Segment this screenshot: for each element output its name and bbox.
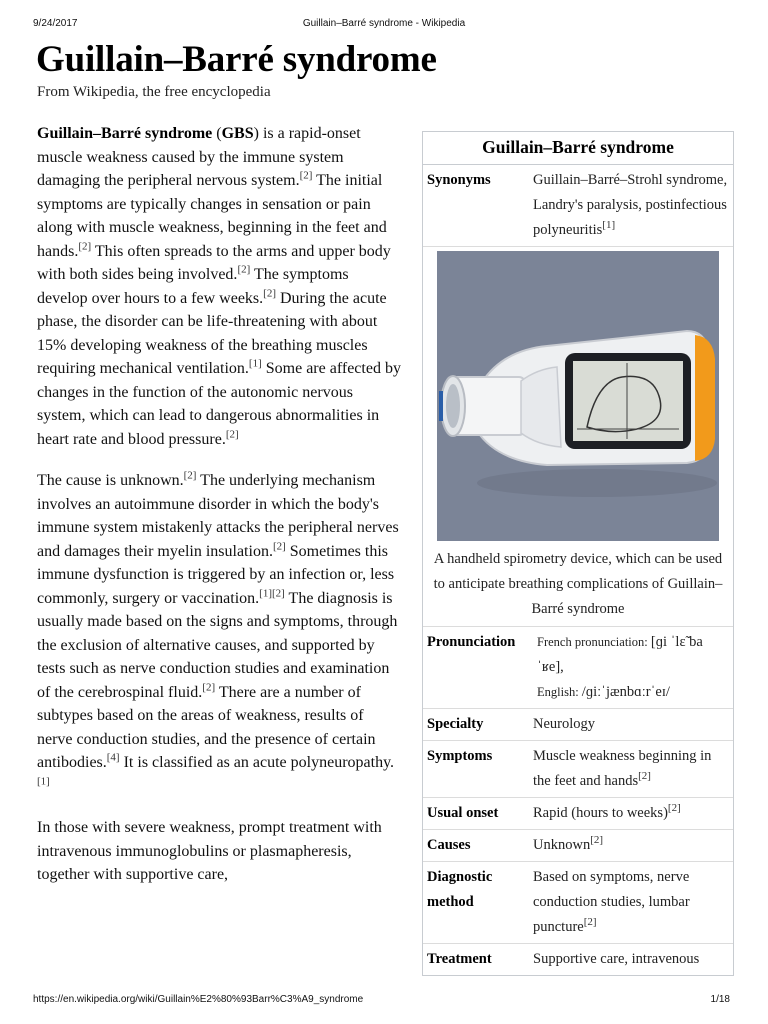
- image-caption: A handheld spirometry device, which can be used to anticipate breathing complications of Guillain–Barré syndrome: [423, 545, 733, 627]
- citation-link[interactable]: [1]: [602, 219, 616, 232]
- print-page-number: 1/18: [710, 994, 730, 1005]
- infobox-row-symptoms: [423, 741, 733, 798]
- infobox: [422, 131, 734, 976]
- term-bold: Guillain–Barré syndrome: [37, 125, 213, 142]
- citation-link[interactable]: [2]: [183, 469, 197, 482]
- symptoms-text: Muscle weakness beginning in the feet and hands: [533, 748, 712, 789]
- article-body: [37, 122, 403, 905]
- infobox-value: [527, 862, 733, 943]
- diagnostic-text: Based on symptoms, nerve conduction studies, lumbar puncture: [533, 869, 690, 935]
- infobox-label: Usual onset: [427, 805, 499, 821]
- citation-link[interactable]: [2]: [638, 770, 651, 783]
- text-span: It is classified as an acute polyneuropathy.: [119, 754, 395, 771]
- infobox-row-causes: [423, 830, 733, 862]
- text-span: There are a number of subtypes based on the areas of weakness, results of nerve conduction studies, and the presence of certain antibodies.: [37, 683, 376, 771]
- synonyms-text: Guillain–Barré–Strohl syndrome, Landry's paralysis, postinfectious polyneuritis: [533, 172, 728, 238]
- citation-link[interactable]: [2]: [78, 240, 92, 253]
- text-span: Sometimes this immune dysfunction is triggered by an infection or, less commonly, surgery or vaccination.: [37, 542, 395, 607]
- infobox-label: Synonyms: [427, 172, 491, 188]
- infobox-value: [527, 830, 733, 861]
- print-date: 9/24/2017: [33, 18, 78, 29]
- pron-en: /ɡiːˈjænbɑːrˈeɪ/: [581, 684, 670, 700]
- citation-link[interactable]: [2]: [667, 802, 681, 815]
- infobox-row-onset: [423, 798, 733, 830]
- citation-link[interactable]: [2]: [263, 287, 276, 300]
- infobox-row-pronunciation: [423, 627, 733, 709]
- article-title: Guillain–Barré syndrome: [36, 39, 437, 80]
- infobox-label: Treatment: [427, 951, 492, 967]
- abbr-bold: GBS: [221, 125, 254, 142]
- text-span: The underlying mechanism involves an autoimmune disorder in which the body's immune system mistakenly attacks the peripheral nerves and damages their myelin insulation.: [37, 472, 399, 560]
- infobox-row-specialty: [423, 709, 733, 741]
- infobox-label: Specialty: [427, 716, 484, 732]
- infobox-row-treatment: [423, 944, 733, 975]
- infobox-label: Symptoms: [427, 748, 493, 764]
- infobox-title: Guillain–Barré syndrome: [423, 132, 733, 165]
- text-span: is a rapid-onset muscle weakness caused by the immune system damaging the peripheral nervous system.: [37, 125, 361, 189]
- citation-link[interactable]: [1]: [248, 357, 262, 370]
- print-url: https://en.wikipedia.org/wiki/Guillain%E2%80%93Barr%C3%A9_syndrome: [33, 994, 364, 1005]
- infobox-row-synonyms: [423, 165, 733, 247]
- infobox-label: Pronunciation: [427, 634, 516, 650]
- citation-link[interactable]: [4]: [106, 751, 120, 764]
- paragraph-intro: Guillain–Barré syndrome (GBS) is a rapid-onset muscle weakness caused by the immune system damaging the peripheral nervous system.[2] The initial symptoms are typically changes in sensation or pain along with muscle weakness, beginning in the feet and hands.[2] This often spreads to the arms and upper body with both sides being involved.[2] The symptoms develop over hours to a few weeks.[2] During the acute phase, the disorder can be life-threatening with about 15% developing weakness of the breathing muscles requiring mechanical ventilation.[1] Some are affected by changes in the function of the autonomic nervous system, which can lead to dangerous abnormalities in heart rate and blood pressure.[2]: [37, 125, 401, 448]
- text-span: The cause is unknown.: [37, 472, 184, 489]
- infobox-label: Causes: [427, 837, 471, 853]
- text-span: The symptoms develop over hours to a few weeks.: [37, 266, 349, 307]
- citation-link[interactable]: [1]: [259, 587, 272, 600]
- causes-text: Unknown: [533, 837, 591, 853]
- text-span: The diagnosis is usually made based on the signs and symptoms, through the exclusion of alternative causes, and supported by tests such as nerve conduction studies and examination of the cerebrospinal fluid.: [37, 589, 398, 701]
- spirometer-image[interactable]: [437, 251, 719, 541]
- infobox-value: [527, 798, 733, 829]
- infobox-value: [527, 165, 733, 246]
- paragraph-treatment: [37, 816, 403, 887]
- citation-link[interactable]: [2]: [272, 540, 286, 553]
- citation-link[interactable]: [2]: [590, 834, 604, 847]
- pron-en-label: English:: [537, 685, 582, 699]
- pron-fr: [ɡi ˈlɛ̃ baˈʁe],: [537, 634, 703, 675]
- specialty-link[interactable]: Neurology: [533, 716, 596, 732]
- spirometer-illustration: [437, 251, 719, 541]
- infobox-row-diagnostic: [423, 862, 733, 944]
- infobox-label: Diagnostic method: [427, 869, 493, 910]
- onset-text: Rapid (hours to weeks): [533, 805, 668, 821]
- citation-link[interactable]: [2]: [583, 916, 597, 929]
- text-span: This often spreads to the arms and upper body with both sides being involved.: [37, 242, 391, 283]
- citation-link[interactable]: [2]: [272, 587, 285, 600]
- text-span: In those with severe weakness, prompt treatment with intravenous immunoglobulins or plasmapheresis, together with supportive care,: [37, 819, 382, 883]
- citation-link[interactable]: [2]: [237, 263, 251, 276]
- citation-link[interactable]: [2]: [225, 428, 239, 441]
- text-span: The initial symptoms are typically changes in sensation or pain along with muscle weakness, beginning in the feet and hands.: [37, 172, 387, 260]
- citation-link[interactable]: [1]: [37, 775, 50, 788]
- print-page-title: Guillain–Barré syndrome - Wikipedia: [302, 18, 466, 29]
- article-tagline: From Wikipedia, the free encyclopedia: [37, 84, 271, 100]
- pron-fr-label: French pronunciation:: [537, 635, 651, 649]
- infobox-value: [527, 741, 733, 797]
- infobox-value: Supportive care, intravenous: [533, 951, 700, 967]
- infobox-value: [527, 627, 733, 708]
- citation-link[interactable]: [2]: [202, 681, 216, 694]
- citation-link[interactable]: [2]: [299, 169, 313, 182]
- paragraph-cause: [37, 469, 403, 798]
- text-span: Some are affected by changes in the function of the autonomic nervous system, which can lead to dangerous abnormalities in heart rate and blood pressure.: [37, 360, 401, 448]
- text-span: During the acute phase, the disorder can be life-threatening with about 15% developing weakness of the breathing muscles requiring mechanical ventilation.: [37, 289, 387, 377]
